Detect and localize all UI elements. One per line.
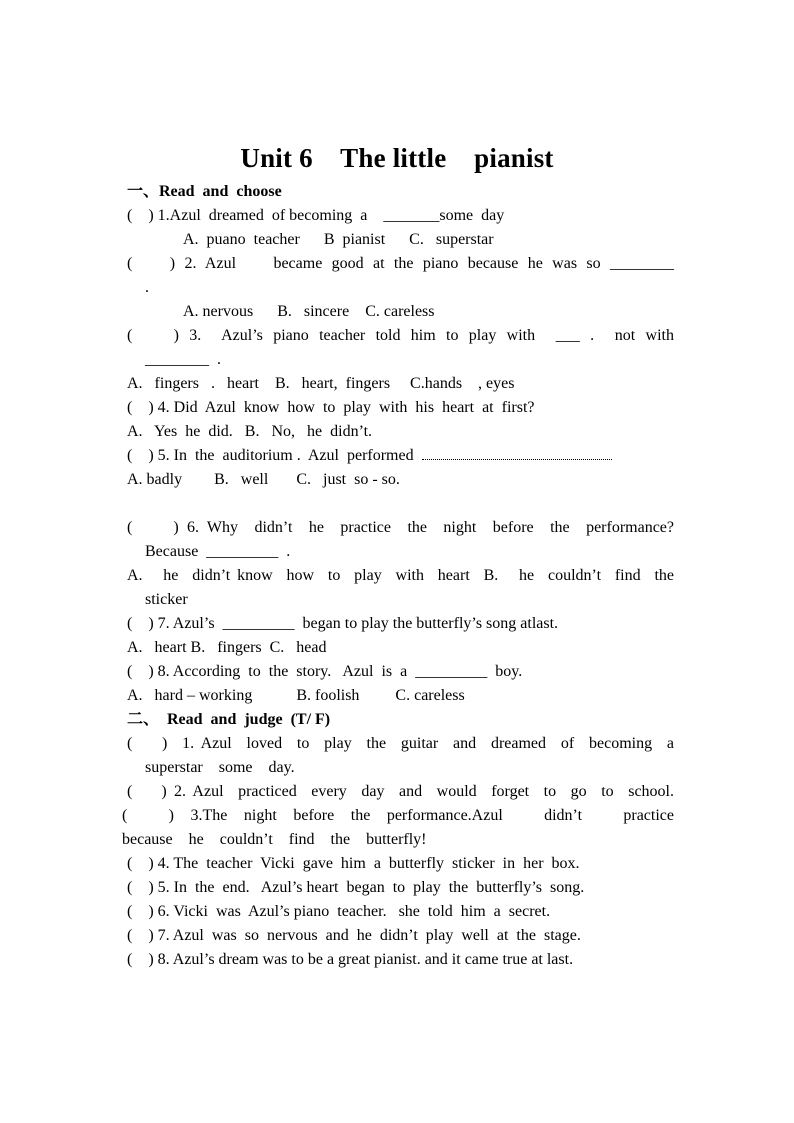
question-5-text: ( ) 5. In the auditorium . Azul performed	[127, 447, 414, 464]
question-8-options: A. hard – working B. foolish C. careless	[127, 687, 465, 704]
judge-4: ( ) 4. The teacher Vicki gave him a butterfly sticker in her box.	[127, 855, 580, 872]
judge-1: ( ) 1. Azul loved to play the guitar and dreamed of becoming a	[127, 735, 674, 752]
question-5-options: A. badly B. well C. just so - so.	[127, 471, 400, 488]
judge-3: ( ) 3.The night before the performance.Azul didn’t practice	[122, 807, 674, 824]
section-heading-read-choose: 一、Read and choose	[127, 183, 282, 200]
question-3-options: A. fingers . heart B. heart, fingers C.hands , eyes	[127, 375, 515, 392]
question-1: ( ) 1.Azul dreamed of becoming a _______some day	[127, 207, 505, 224]
question-2-options: A. nervous B. sincere C. careless	[183, 303, 435, 320]
judge-2: ( ) 2. Azul practiced every day and would forget to go to school.	[127, 783, 674, 800]
judge-6: ( ) 6. Vicki was Azul’s piano teacher. she told him a secret.	[127, 903, 551, 920]
question-6-options: A. he didn’t know how to play with heart B. he couldn’t find the	[127, 567, 674, 584]
question-1-options: A. puano teacher B pianist C. superstar	[183, 231, 494, 248]
question-7-options: A. heart B. fingers C. head	[127, 639, 327, 656]
question-2-continuation: .	[145, 279, 149, 296]
question-4: ( ) 4. Did Azul know how to play with his heart at first?	[127, 399, 535, 416]
question-3-continuation: ________ .	[145, 351, 221, 368]
answer-blank-dotted	[422, 445, 612, 460]
question-7: ( ) 7. Azul’s _________ began to play the butterfly’s song atlast.	[127, 615, 559, 632]
judge-8: ( ) 8. Azul’s dream was to be a great pianist. and it came true at last.	[127, 951, 574, 968]
judge-7: ( ) 7. Azul was so nervous and he didn’t play well at the stage.	[127, 927, 581, 944]
question-6: ( ) 6. Why didn’t he practice the night before the performance?	[127, 519, 674, 536]
question-8: ( ) 8. According to the story. Azul is a _________ boy.	[127, 663, 523, 680]
question-6-options-continuation: sticker	[145, 591, 188, 608]
question-3: ( ) 3. Azul’s piano teacher told him to play with ___ . not with	[127, 327, 674, 344]
page-title: Unit 6 The little pianist	[240, 143, 554, 173]
judge-1-continuation: superstar some day.	[145, 759, 295, 776]
question-2: ( ) 2. Azul became good at the piano because he was so ________	[127, 255, 674, 272]
question-6-continuation: Because _________ .	[145, 543, 291, 560]
question-4-options: A. Yes he did. B. No, he didn’t.	[127, 423, 373, 440]
judge-3-continuation: because he couldn’t find the butterfly!	[122, 831, 427, 848]
judge-5: ( ) 5. In the end. Azul’s heart began to play the butterfly’s song.	[127, 879, 585, 896]
section-heading-read-judge: 二、 Read and judge (T/ F)	[127, 711, 331, 728]
question-5	[127, 444, 674, 468]
